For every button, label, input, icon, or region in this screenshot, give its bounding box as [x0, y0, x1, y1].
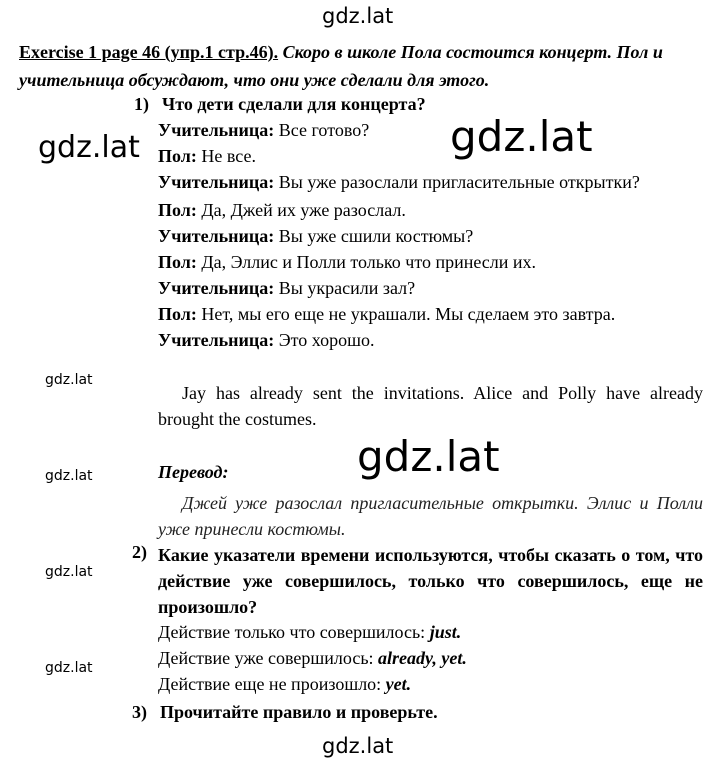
dialogue-line: [158, 172, 640, 193]
dialogue-text: Да, Эллис и Полли только что принесли их.: [201, 252, 537, 272]
dialogue-text: Вы уже сшили костюмы?: [278, 226, 474, 246]
watermark-top: gdz.lat: [322, 4, 394, 28]
watermark-bottom: gdz.lat: [322, 734, 394, 758]
dialogue-speaker: Пол:: [158, 252, 197, 272]
exercise-heading: [19, 38, 709, 94]
dialogue-line: [158, 304, 615, 325]
dialogue-speaker: Учительница:: [158, 226, 275, 246]
dialogue-line: [158, 252, 536, 273]
question-3-text: Прочитайте правило и проверьте.: [160, 702, 438, 722]
dialogue-line: [158, 120, 369, 141]
dialogue-speaker: Пол:: [158, 200, 197, 220]
dialogue-line: [158, 226, 473, 247]
time-marker: yet.: [385, 674, 412, 694]
answer-line: [158, 622, 461, 643]
dialogue-text: Вы уже разослали пригласительные открытки?: [278, 172, 640, 192]
dialogue-line: [158, 330, 374, 351]
dialogue-speaker: Учительница:: [158, 330, 275, 350]
time-marker: already, yet.: [378, 648, 467, 668]
answer-text: Действие только что совершилось:: [158, 622, 426, 642]
dialogue-text: Все готово?: [278, 120, 370, 140]
dialogue-line: [158, 278, 415, 299]
answer-line: [158, 674, 411, 695]
answer-line: [158, 648, 467, 669]
watermark-side-2: gdz.lat: [45, 468, 93, 484]
dialogue-text: Вы украсили зал?: [278, 278, 416, 298]
question-1-text: Что дети сделали для концерта?: [162, 94, 426, 114]
question-2-text: Какие указатели времени используются, чтобы сказать о том, что действие уже совершилось, только что совершилось, еще не произошло?: [158, 545, 703, 617]
translation-label: Перевод:: [158, 462, 229, 482]
dialogue-speaker: Учительница:: [158, 278, 275, 298]
exercise-reference: Exercise 1 page 46 (упр.1 стр.46).: [19, 42, 279, 62]
exercise-description: Скоро в школе Пола состоится концерт. Пол и учительница обсуждают, что они уже сделали для этого.: [19, 42, 663, 90]
dialogue-speaker: Пол:: [158, 146, 197, 166]
dialogue-speaker: Учительница:: [158, 172, 275, 192]
english-answer: Jay has already sent the invitations. Alice and Polly have already brought the costumes.: [158, 383, 703, 429]
watermark-side-3: gdz.lat: [45, 564, 93, 580]
translation-text: Джей уже разослал пригласительные открытки. Эллис и Полли уже принесли костюмы.: [158, 493, 703, 539]
dialogue-text: Это хорошо.: [278, 330, 375, 350]
dialogue-text: Не все.: [201, 146, 256, 166]
dialogue-text: Да, Джей их уже разослал.: [201, 200, 406, 220]
answer-text: Действие еще не произошло:: [158, 674, 382, 694]
watermark-left-large: gdz.lat: [38, 130, 140, 165]
watermark-middle-large: gdz.lat: [357, 432, 500, 481]
dialogue-line: [158, 200, 406, 221]
dialogue-text: Нет, мы его еще не украшали. Мы сделаем это завтра.: [201, 304, 616, 324]
question-1-number: 1): [134, 94, 149, 114]
watermark-center-large: gdz.lat: [450, 112, 593, 161]
time-marker: just.: [429, 622, 462, 642]
dialogue-line: [158, 146, 256, 167]
question-3-number: 3): [132, 702, 147, 722]
question-2-number: 2): [132, 542, 147, 562]
dialogue-speaker: Пол:: [158, 304, 197, 324]
watermark-side-1: gdz.lat: [45, 372, 93, 388]
answer-text: Действие уже совершилось:: [158, 648, 374, 668]
watermark-side-4: gdz.lat: [45, 660, 93, 676]
dialogue-speaker: Учительница:: [158, 120, 275, 140]
